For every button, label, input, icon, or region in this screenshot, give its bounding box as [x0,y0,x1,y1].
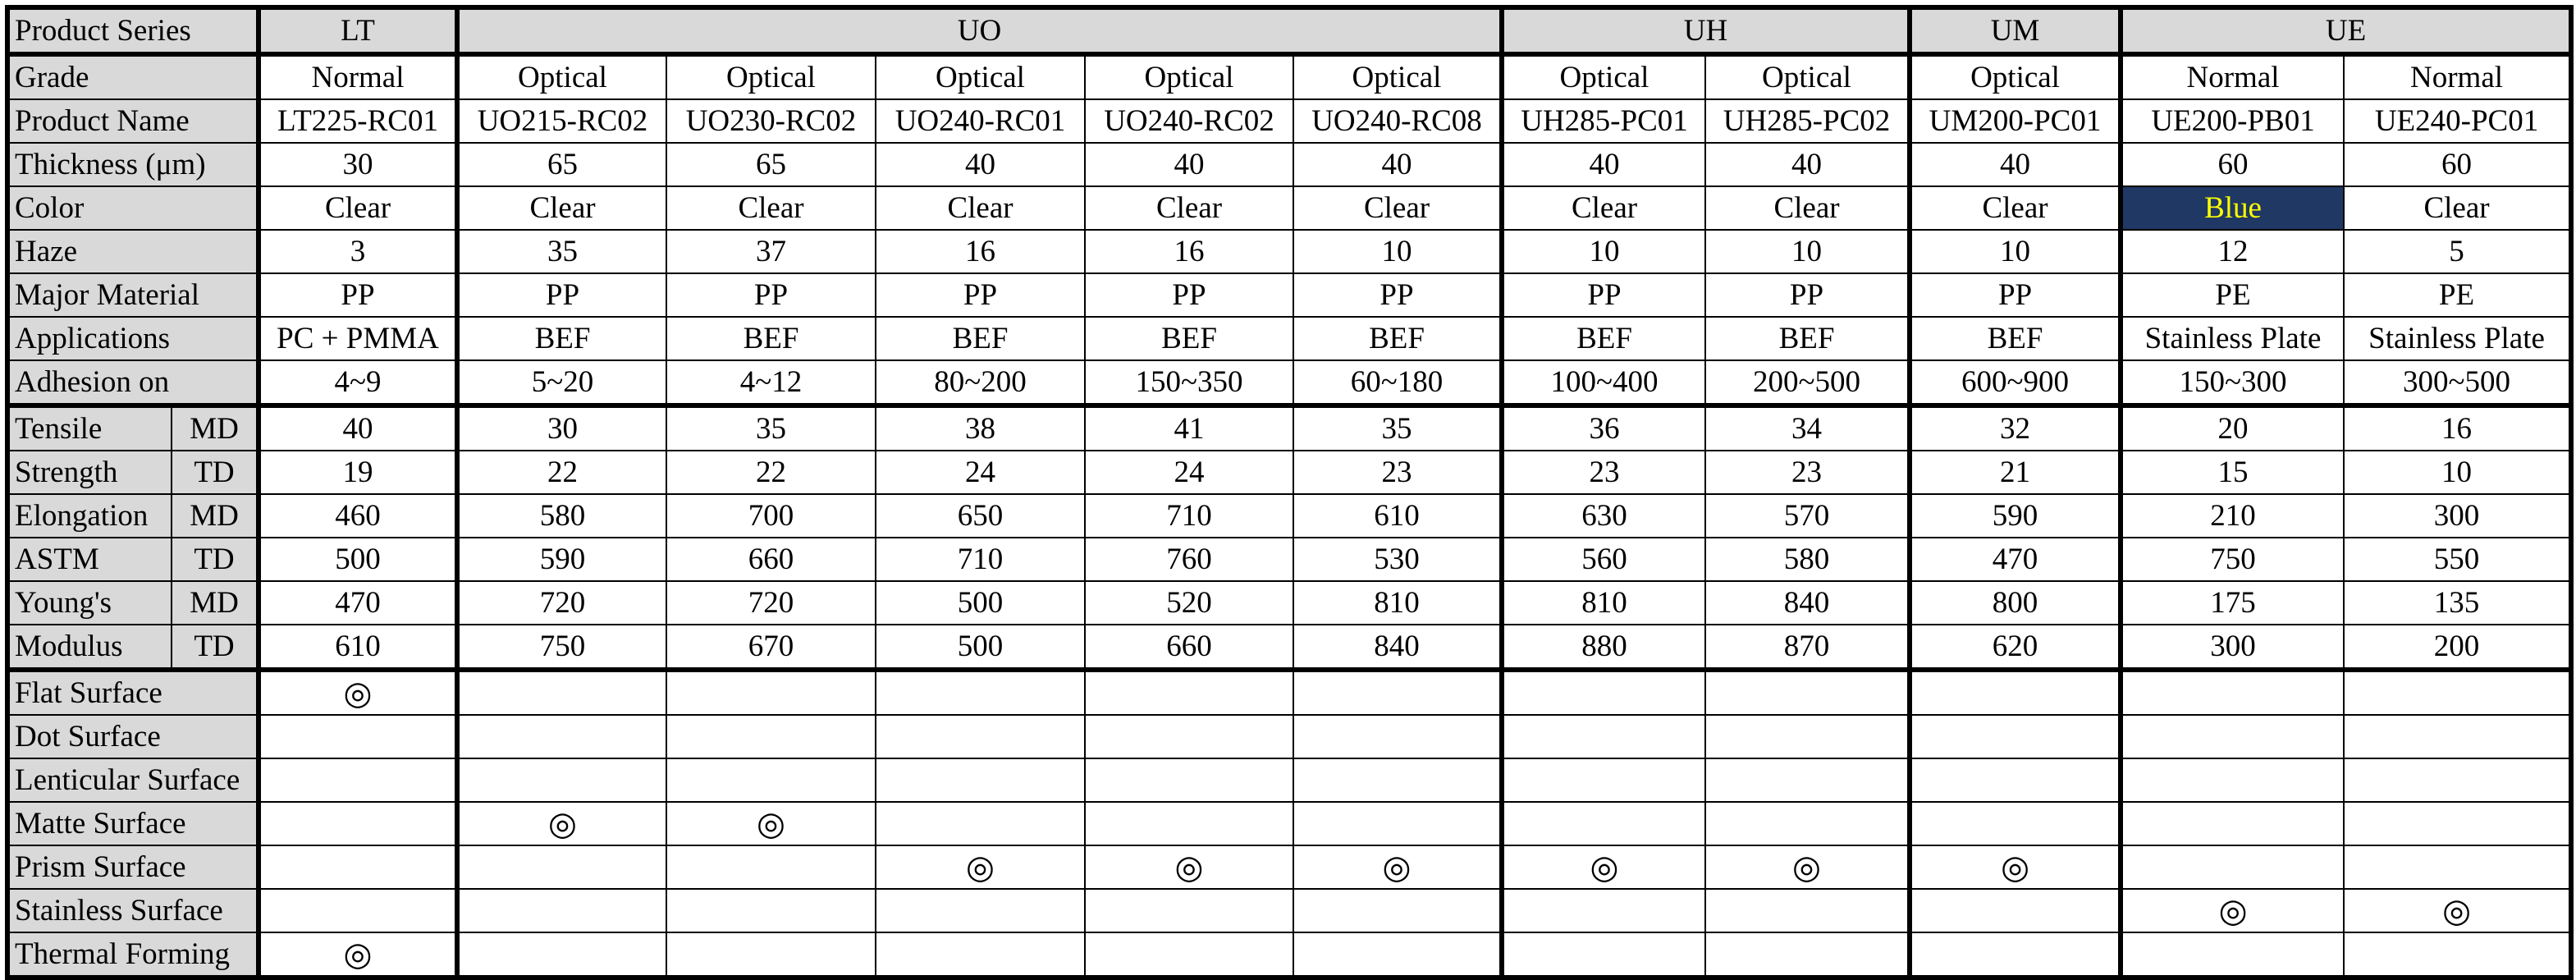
surface-cell [259,758,457,802]
adhesion-on-value: 300~500 [2344,360,2571,405]
mechanical-value: 32 [1910,405,2121,451]
series-uh: UH [1502,7,1910,54]
surface-cell [457,670,666,715]
surface-cell [1293,932,1502,978]
product-name-value: LT225-RC01 [259,99,457,143]
surface-label: Stainless Surface [7,889,259,932]
surface-label: Dot Surface [7,715,259,758]
adhesion-on-value: 150~300 [2121,360,2344,405]
surface-cell [457,932,666,978]
major-material-value: PE [2121,273,2344,317]
grade-value: Optical [1293,54,1502,99]
applications-row [7,317,2571,360]
color-value: Clear [1085,186,1293,230]
major-material-value: PP [1705,273,1910,317]
surface-label: Prism Surface [7,845,259,889]
surface-label: Flat Surface [7,670,259,715]
haze-value: 10 [1910,230,2121,273]
grade-value: Optical [876,54,1085,99]
mechanical-value: 40 [259,405,457,451]
surface-cell [2121,758,2344,802]
surface-cell [1705,932,1910,978]
surface-cell [2344,932,2571,978]
surface-cell [1910,889,2121,932]
thickness-value: 40 [1705,143,1910,186]
surface-cell [876,889,1085,932]
mechanical-value: 38 [876,405,1085,451]
mechanical-value: 10 [2344,451,2571,494]
surface-cell [2344,758,2571,802]
grade-value: Optical [1502,54,1705,99]
surface-cell [2344,845,2571,889]
surface-cell [457,802,666,845]
double-circle-mark-icon: ◎ [1792,848,1821,886]
major-material-value: PP [1293,273,1502,317]
surface-cell [2344,715,2571,758]
surface-cell [876,845,1085,889]
mechanical-value: 700 [666,494,876,538]
haze-value: 10 [1293,230,1502,273]
haze-label: Haze [7,230,259,273]
series-header-row [7,7,2571,54]
color-value: Clear [457,186,666,230]
haze-value: 10 [1502,230,1705,273]
grade-value: Normal [2121,54,2344,99]
major-material-value: PP [259,273,457,317]
surface-label: Thermal Forming [7,932,259,978]
surface-cell [666,845,876,889]
mechanical-value: 30 [457,405,666,451]
series-header-label: Product Series [7,7,259,54]
surface-cell [1705,889,1910,932]
direction-label: MD [172,405,259,451]
product-name-value: UO230-RC02 [666,99,876,143]
product-spec-table [5,5,2574,980]
mechanical-value: 520 [1085,581,1293,625]
surface-cell [1910,932,2121,978]
direction-label: MD [172,494,259,538]
surface-cell [1910,670,2121,715]
direction-label: TD [172,538,259,581]
color-value: Clear [1705,186,1910,230]
series-ue: UE [2121,7,2571,54]
surface-cell [1293,758,1502,802]
thickness-value: 40 [1085,143,1293,186]
surface-cell [1502,758,1705,802]
surface-cell [259,802,457,845]
surface-cell [2121,802,2344,845]
mechanical-value: 630 [1502,494,1705,538]
surface-cell [1502,889,1705,932]
adhesion-on-value: 150~350 [1085,360,1293,405]
adhesion-on-value: 4~12 [666,360,876,405]
direction-label: MD [172,581,259,625]
mechanical-property-label: Strength [7,451,172,494]
mechanical-value: 560 [1502,538,1705,581]
surface-cell [2344,670,2571,715]
product-name-value: UH285-PC01 [1502,99,1705,143]
mechanical-value: 300 [2344,494,2571,538]
thickness-value: 60 [2344,143,2571,186]
applications-value: BEF [666,317,876,360]
thickness-value: 40 [1910,143,2121,186]
product-name-row [7,99,2571,143]
surface-row [7,845,2571,889]
mechanical-value: 470 [1910,538,2121,581]
surface-cell [1910,802,2121,845]
surface-cell [1705,670,1910,715]
applications-value: Stainless Plate [2344,317,2571,360]
adhesion-on-value: 200~500 [1705,360,1910,405]
mechanical-value: 530 [1293,538,1502,581]
surface-cell [1705,845,1910,889]
mechanical-value: 840 [1705,581,1910,625]
double-circle-mark-icon: ◎ [2001,848,2029,886]
surface-cell [2344,802,2571,845]
surface-cell [2121,670,2344,715]
mechanical-value: 610 [1293,494,1502,538]
haze-value: 35 [457,230,666,273]
mechanical-value: 24 [1085,451,1293,494]
haze-value: 3 [259,230,457,273]
surface-cell [1502,845,1705,889]
thickness-row [7,143,2571,186]
applications-value: BEF [1705,317,1910,360]
color-value: Clear [1502,186,1705,230]
mechanical-value: 15 [2121,451,2344,494]
mechanical-value: 35 [1293,405,1502,451]
adhesion-on-value: 5~20 [457,360,666,405]
haze-value: 12 [2121,230,2344,273]
mechanical-row [7,405,2571,451]
surface-cell [876,715,1085,758]
surface-cell [259,715,457,758]
mechanical-value: 21 [1910,451,2121,494]
surface-cell [1085,670,1293,715]
product-name-value: UO240-RC08 [1293,99,1502,143]
surface-label: Lenticular Surface [7,758,259,802]
major-material-label: Major Material [7,273,259,317]
grade-value: Optical [457,54,666,99]
mechanical-value: 710 [1085,494,1293,538]
mechanical-value: 22 [666,451,876,494]
mechanical-value: 670 [666,625,876,670]
color-value: Clear [1910,186,2121,230]
surface-cell [666,758,876,802]
product-name-value: UO240-RC02 [1085,99,1293,143]
surface-cell [1085,758,1293,802]
major-material-value: PP [666,273,876,317]
mechanical-value: 590 [1910,494,2121,538]
mechanical-row [7,625,2571,670]
adhesion-on-value: 600~900 [1910,360,2121,405]
mechanical-value: 500 [876,625,1085,670]
major-material-value: PP [1910,273,2121,317]
mechanical-property-label: Young's [7,581,172,625]
surface-cell [1293,670,1502,715]
mechanical-value: 460 [259,494,457,538]
surface-cell [1502,802,1705,845]
adhesion-on-row [7,360,2571,405]
thickness-value: 40 [1502,143,1705,186]
mechanical-value: 750 [2121,538,2344,581]
mechanical-value: 36 [1502,405,1705,451]
surface-cell [457,845,666,889]
mechanical-value: 610 [259,625,457,670]
haze-row [7,230,2571,273]
surface-cell [666,670,876,715]
mechanical-value: 23 [1705,451,1910,494]
surface-cell [666,802,876,845]
mechanical-value: 650 [876,494,1085,538]
surface-cell [259,932,457,978]
mechanical-value: 34 [1705,405,1910,451]
surface-cell [876,802,1085,845]
double-circle-mark-icon: ◎ [548,804,577,842]
surface-cell [1293,845,1502,889]
thickness-value: 65 [666,143,876,186]
mechanical-value: 660 [1085,625,1293,670]
haze-value: 16 [1085,230,1293,273]
surface-cell [1502,932,1705,978]
surface-cell [1910,715,2121,758]
applications-value: Stainless Plate [2121,317,2344,360]
series-uo: UO [457,7,1502,54]
surface-cell [1705,758,1910,802]
mechanical-value: 760 [1085,538,1293,581]
surface-cell [2121,889,2344,932]
surface-row [7,802,2571,845]
product-name-value: UO240-RC01 [876,99,1085,143]
surface-cell [1293,715,1502,758]
thickness-value: 30 [259,143,457,186]
applications-value: BEF [1502,317,1705,360]
mechanical-property-label: Tensile [7,405,172,451]
thickness-value: 40 [1293,143,1502,186]
major-material-value: PP [457,273,666,317]
applications-value: BEF [457,317,666,360]
mechanical-property-label: ASTM [7,538,172,581]
surface-cell [876,758,1085,802]
mechanical-value: 840 [1293,625,1502,670]
mechanical-value: 300 [2121,625,2344,670]
grade-value: Normal [2344,54,2571,99]
applications-value: BEF [1910,317,2121,360]
adhesion-on-value: 4~9 [259,360,457,405]
surface-row [7,670,2571,715]
mechanical-value: 720 [666,581,876,625]
adhesion-on-value: 80~200 [876,360,1085,405]
adhesion-on-value: 100~400 [1502,360,1705,405]
color-value: Clear [876,186,1085,230]
mechanical-row [7,451,2571,494]
double-circle-mark-icon: ◎ [343,935,373,973]
surface-cell [1085,932,1293,978]
color-value: Clear [259,186,457,230]
mechanical-value: 41 [1085,405,1293,451]
applications-label: Applications [7,317,259,360]
surface-cell [1705,715,1910,758]
double-circle-mark-icon: ◎ [757,804,785,842]
thickness-value: 65 [457,143,666,186]
double-circle-mark-icon: ◎ [2442,891,2471,929]
color-label: Color [7,186,259,230]
surface-cell [1502,715,1705,758]
color-value: Blue [2121,186,2344,230]
product-name-value: UE200-PB01 [2121,99,2344,143]
adhesion-on-value: 60~180 [1293,360,1502,405]
mechanical-value: 24 [876,451,1085,494]
mechanical-value: 870 [1705,625,1910,670]
mechanical-row [7,494,2571,538]
mechanical-value: 750 [457,625,666,670]
surface-cell [1085,845,1293,889]
mechanical-value: 620 [1910,625,2121,670]
series-lt: LT [259,7,457,54]
adhesion-on-label: Adhesion on [7,360,259,405]
surface-cell [457,758,666,802]
haze-value: 16 [876,230,1085,273]
mechanical-value: 580 [1705,538,1910,581]
mechanical-value: 470 [259,581,457,625]
surface-cell [1910,845,2121,889]
surface-cell [876,670,1085,715]
mechanical-row [7,581,2571,625]
grade-label: Grade [7,54,259,99]
surface-cell [457,889,666,932]
mechanical-value: 175 [2121,581,2344,625]
major-material-value: PP [1502,273,1705,317]
mechanical-value: 710 [876,538,1085,581]
mechanical-value: 210 [2121,494,2344,538]
surface-row [7,758,2571,802]
haze-value: 5 [2344,230,2571,273]
mechanical-value: 720 [457,581,666,625]
surface-cell [1085,889,1293,932]
direction-label: TD [172,625,259,670]
mechanical-value: 800 [1910,581,2121,625]
mechanical-value: 500 [876,581,1085,625]
surface-cell [1085,802,1293,845]
mechanical-value: 810 [1502,581,1705,625]
double-circle-mark-icon: ◎ [1382,848,1412,886]
haze-value: 37 [666,230,876,273]
surface-cell [2121,932,2344,978]
mechanical-value: 200 [2344,625,2571,670]
double-circle-mark-icon: ◎ [1590,848,1619,886]
mechanical-value: 880 [1502,625,1705,670]
double-circle-mark-icon: ◎ [2218,891,2248,929]
surface-cell [1705,802,1910,845]
product-name-value: UE240-PC01 [2344,99,2571,143]
color-row [7,186,2571,230]
grade-value: Optical [1085,54,1293,99]
mechanical-property-label: Modulus [7,625,172,670]
mechanical-value: 590 [457,538,666,581]
mechanical-row [7,538,2571,581]
color-value: Clear [1293,186,1502,230]
mechanical-value: 22 [457,451,666,494]
mechanical-value: 580 [457,494,666,538]
thickness-value: 40 [876,143,1085,186]
major-material-value: PP [876,273,1085,317]
grade-value: Normal [259,54,457,99]
mechanical-value: 23 [1293,451,1502,494]
mechanical-value: 550 [2344,538,2571,581]
product-name-value: UH285-PC02 [1705,99,1910,143]
surface-cell [876,932,1085,978]
double-circle-mark-icon: ◎ [966,848,995,886]
surface-cell [259,845,457,889]
surface-cell [2121,715,2344,758]
thickness-label: Thickness (μm) [7,143,259,186]
surface-cell [457,715,666,758]
grade-value: Optical [1910,54,2121,99]
surface-cell [1293,802,1502,845]
surface-cell [1085,715,1293,758]
surface-cell [259,889,457,932]
mechanical-value: 135 [2344,581,2571,625]
major-material-value: PE [2344,273,2571,317]
double-circle-mark-icon: ◎ [1174,848,1204,886]
grade-row [7,54,2571,99]
series-um: UM [1910,7,2121,54]
surface-cell [1293,889,1502,932]
surface-row [7,715,2571,758]
haze-value: 10 [1705,230,1910,273]
applications-value: BEF [1293,317,1502,360]
mechanical-value: 660 [666,538,876,581]
applications-value: PC + PMMA [259,317,457,360]
double-circle-mark-icon: ◎ [343,674,373,712]
mechanical-value: 500 [259,538,457,581]
applications-value: BEF [876,317,1085,360]
mechanical-value: 16 [2344,405,2571,451]
surface-cell [2121,845,2344,889]
surface-cell [666,932,876,978]
mechanical-property-label: Elongation [7,494,172,538]
product-name-value: UM200-PC01 [1910,99,2121,143]
surface-cell [666,889,876,932]
major-material-row [7,273,2571,317]
direction-label: TD [172,451,259,494]
mechanical-value: 810 [1293,581,1502,625]
surface-cell [1502,670,1705,715]
color-value: Clear [2344,186,2571,230]
surface-row [7,932,2571,978]
product-name-value: UO215-RC02 [457,99,666,143]
mechanical-value: 570 [1705,494,1910,538]
mechanical-value: 19 [259,451,457,494]
mechanical-value: 35 [666,405,876,451]
color-value: Clear [666,186,876,230]
surface-label: Matte Surface [7,802,259,845]
surface-cell [259,670,457,715]
product-name-label: Product Name [7,99,259,143]
mechanical-value: 23 [1502,451,1705,494]
major-material-value: PP [1085,273,1293,317]
surface-cell [1910,758,2121,802]
applications-value: BEF [1085,317,1293,360]
surface-cell [666,715,876,758]
grade-value: Optical [1705,54,1910,99]
grade-value: Optical [666,54,876,99]
mechanical-value: 20 [2121,405,2344,451]
surface-cell [2344,889,2571,932]
thickness-value: 60 [2121,143,2344,186]
surface-row [7,889,2571,932]
